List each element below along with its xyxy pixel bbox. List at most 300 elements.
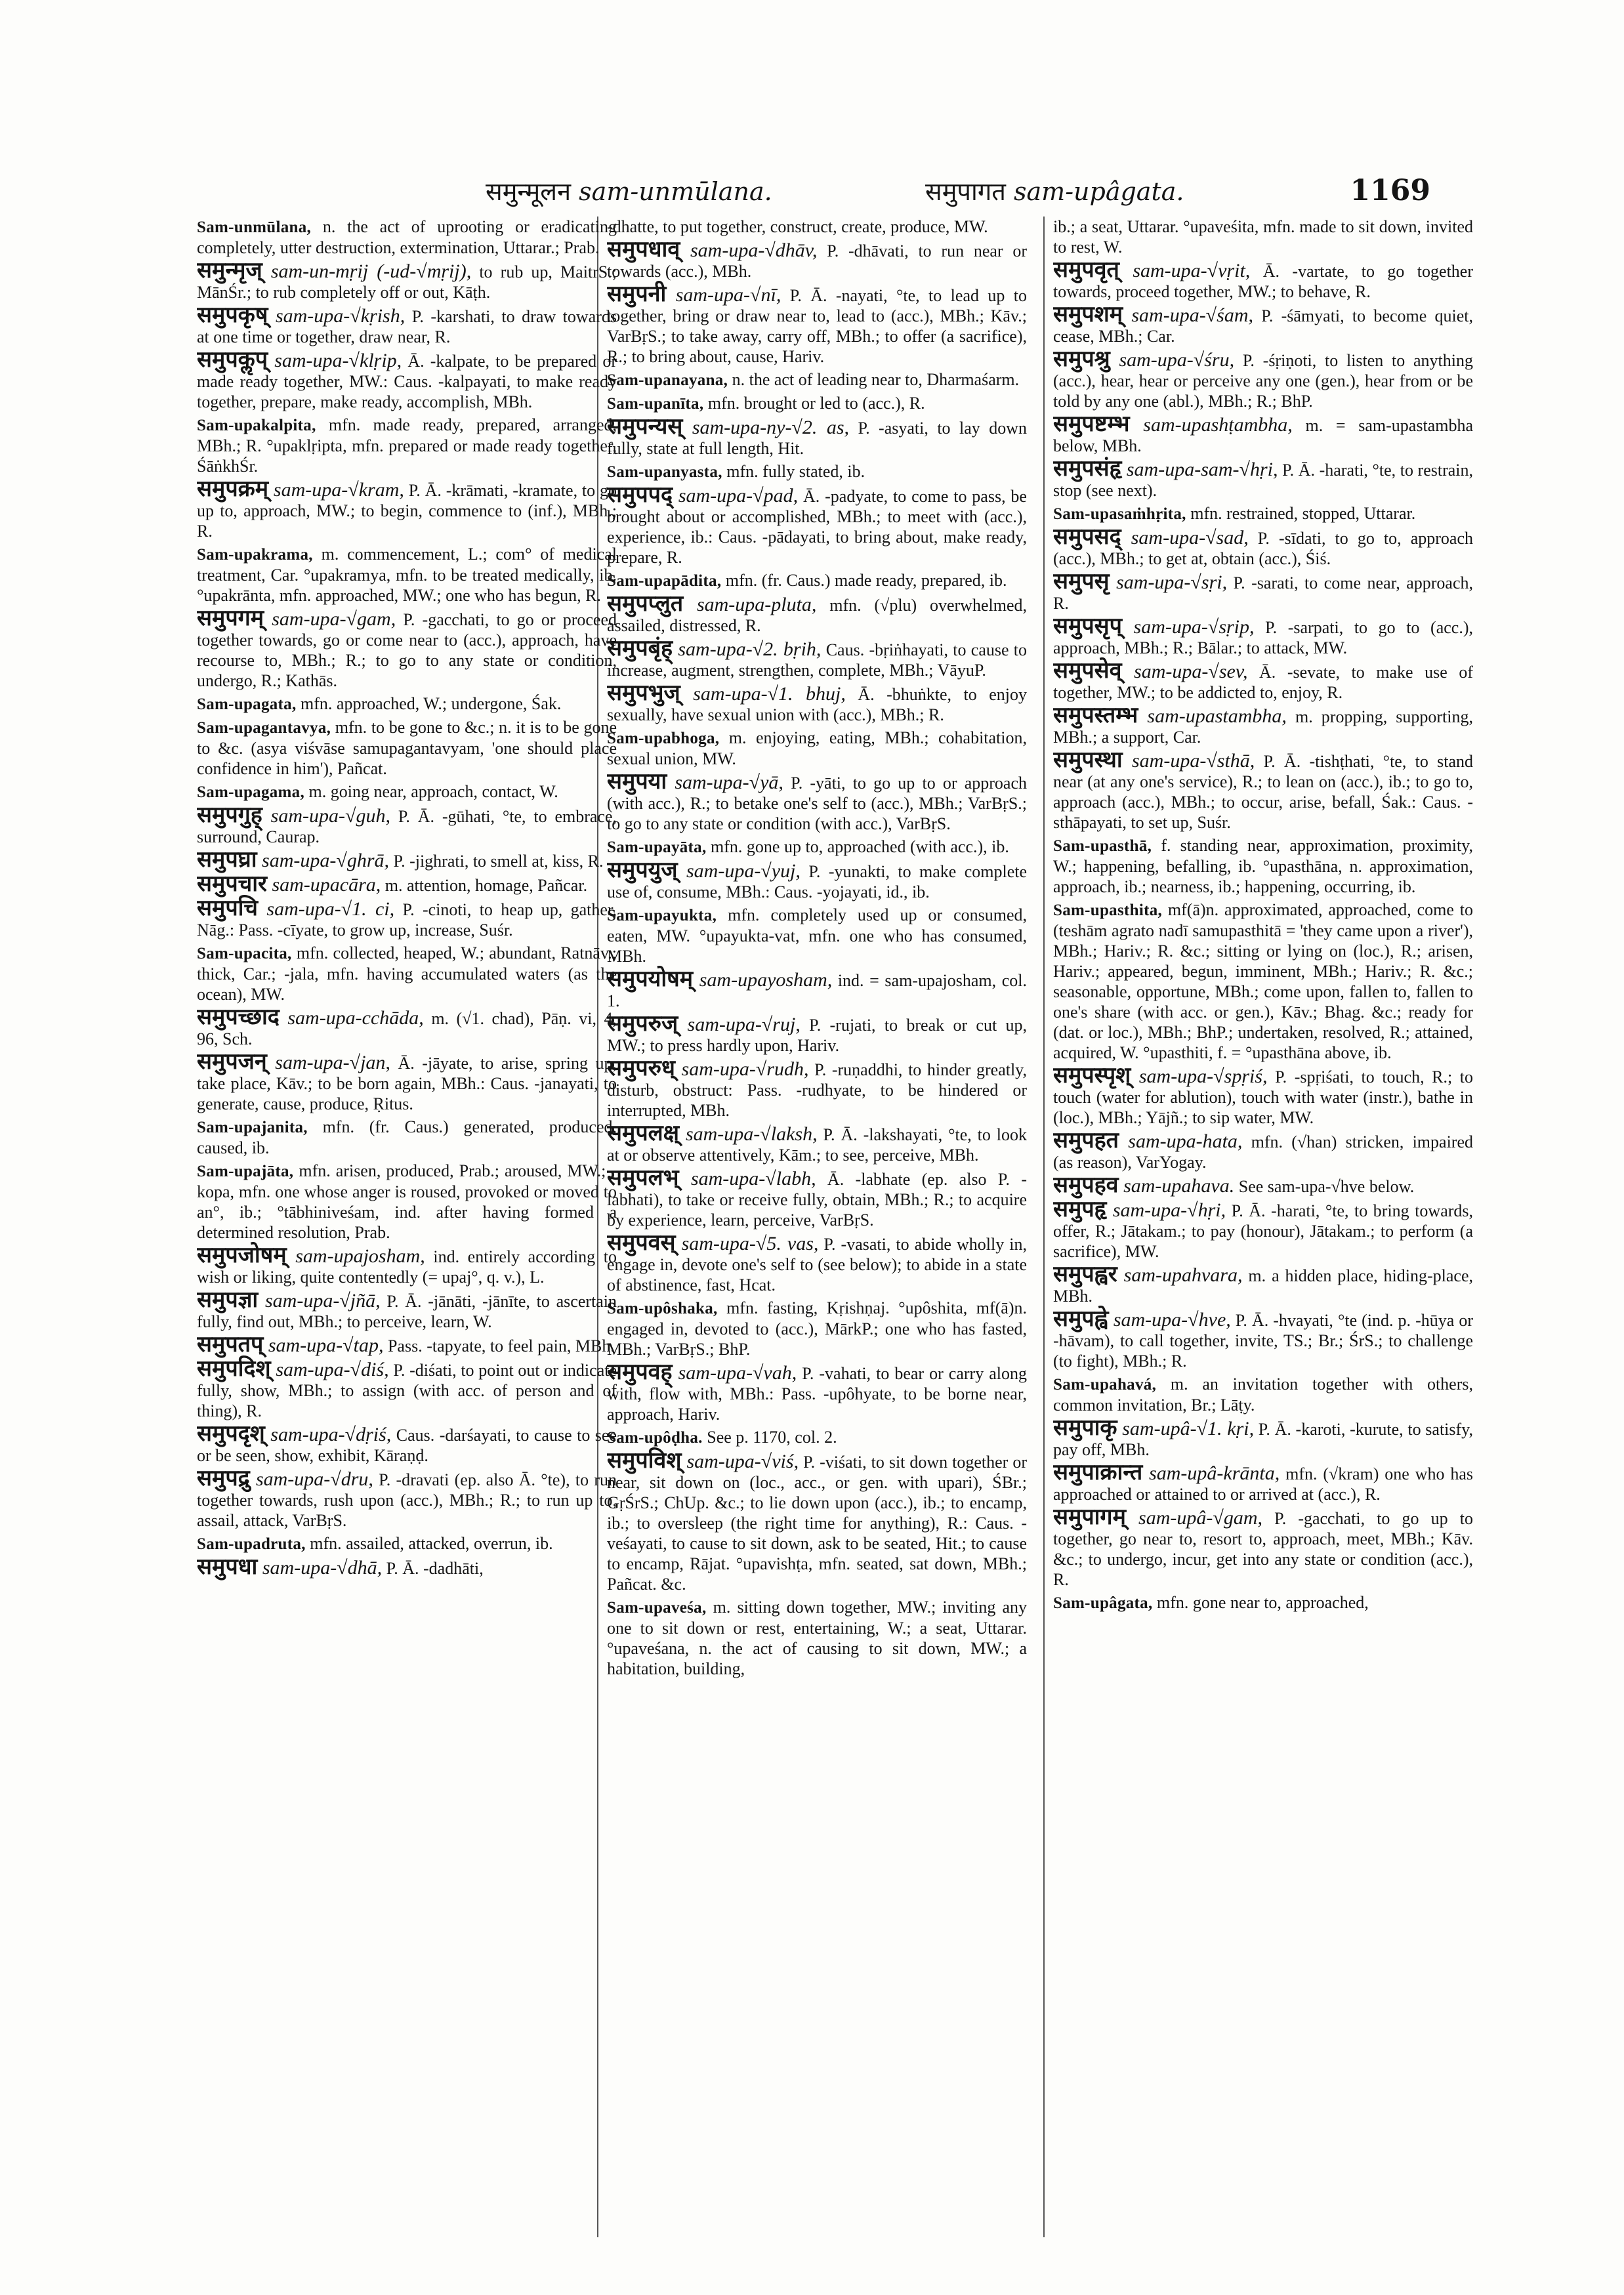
definition-text: P. -sarati, to come near, approach, R. bbox=[1053, 573, 1473, 613]
headword-translit: sam-upa-√śru, bbox=[1110, 349, 1235, 371]
headword-devanagari: समुपशम् bbox=[1053, 301, 1123, 327]
dictionary-entry bbox=[1053, 1592, 1473, 1613]
headword-devanagari: समुपतप् bbox=[197, 1331, 264, 1357]
headword-devanagari: समुपसृप् bbox=[1053, 613, 1122, 639]
definition-text: mfn. collected, heaped, W.; abundant, Ratnāv.; thick, Car.; -jala, mfn. having accumulated waters (as the ocean), MW. bbox=[197, 943, 617, 1004]
headword-devanagari: समुपाक्रान्त bbox=[1053, 1459, 1143, 1485]
definition-text: mfn. fully stated, ib. bbox=[722, 462, 865, 481]
dictionary-entry bbox=[607, 966, 1027, 1011]
dictionary-entry bbox=[1053, 411, 1473, 456]
headword-translit: sam-upâ-√1. kṛi, bbox=[1117, 1418, 1255, 1439]
headword-translit: sam-upa-√sṛi, bbox=[1109, 571, 1228, 593]
subentry-headword: Sam-upanīta, bbox=[607, 395, 704, 413]
dictionary-entry bbox=[607, 635, 1027, 680]
definition-text: P. -vahati, to bear or carry along with, flow with, MBh.: Pass. -upôhyate, to be borne near, approach, Hariv. bbox=[607, 1364, 1027, 1424]
dictionary-entry bbox=[197, 1117, 617, 1158]
headword-translit: sam-upahava. bbox=[1118, 1175, 1235, 1197]
headword-devanagari: समुपनी bbox=[607, 281, 667, 307]
definition-text: P. -yāti, to go up to or approach (with acc.), R.; to betake one's self to (acc.), MBh.; VarBṛS.; to go to any state or condition (with acc.), VarBṛS. bbox=[607, 774, 1027, 833]
definition-text: P. -śāmyati, to become quiet, cease, MBh.; Car. bbox=[1053, 306, 1473, 346]
headword-devanagari: समुपवस् bbox=[607, 1230, 676, 1256]
dictionary-entry bbox=[607, 680, 1027, 725]
definition-text: mfn. assailed, attacked, overrun, ib. bbox=[305, 1534, 553, 1553]
subentry-headword: Sam-upahavá, bbox=[1053, 1376, 1157, 1394]
dictionary-entry bbox=[1053, 1306, 1473, 1371]
definition-text: Ā. -sevate, to make use of together, MW.; to be addicted to, enjoy, R. bbox=[1053, 663, 1473, 702]
dictionary-entry bbox=[197, 605, 617, 691]
definition-text: mfn. brought or led to (acc.), R. bbox=[703, 394, 925, 413]
headword-devanagari: समुपस्पृश् bbox=[1053, 1062, 1131, 1088]
headword-devanagari: समुन्मृज् bbox=[197, 257, 262, 283]
subentry-headword: Sam-upanyasta, bbox=[607, 463, 722, 481]
headword-devanagari: समुपगम् bbox=[197, 605, 264, 631]
headword-devanagari: समुपकॢप् bbox=[197, 346, 268, 373]
definition-text: m. enjoying, eating, MBh.; cohabitation, sexual union, MW. bbox=[607, 728, 1027, 768]
column-3 bbox=[1053, 217, 1473, 2237]
dictionary-entry bbox=[607, 1010, 1027, 1056]
dictionary-entry bbox=[1053, 524, 1473, 569]
definition-text: mfn. gone near to, approached, bbox=[1152, 1593, 1369, 1612]
headword-devanagari: समुपह्वे bbox=[1053, 1306, 1108, 1332]
dictionary-entry bbox=[1053, 613, 1473, 658]
dictionary-entry bbox=[197, 257, 617, 302]
definition-text: m. propping, supporting, MBh.; a support, Car. bbox=[1053, 707, 1473, 747]
subentry-headword: Sam-upasaṁhṛita, bbox=[1053, 505, 1186, 523]
definition-text: P. -sīdati, to go to, approach (acc.), MBh.; to get at, obtain (acc.), Śiś. bbox=[1053, 529, 1473, 568]
headword-devanagari: समुपया bbox=[607, 768, 667, 795]
subentry-headword: Sam-upagama, bbox=[197, 783, 305, 801]
definition-text: Ā. -vartate, to go together towards, proceed together, MW.; to behave, R. bbox=[1053, 262, 1473, 301]
subentry-headword: Sam-upayāta, bbox=[607, 838, 707, 856]
headword-translit: sam-upa-√gam, bbox=[264, 608, 396, 630]
header-left-devanagari: समुन्मूलन bbox=[486, 177, 572, 206]
headword-translit: sam-upa-√hṛi, bbox=[1106, 1199, 1226, 1221]
dictionary-entry bbox=[607, 236, 1027, 281]
header-center bbox=[925, 174, 1184, 208]
definition-text: P. -rujati, to break or cut up, MW.; to press hardly upon, Hariv. bbox=[607, 1016, 1027, 1055]
headword-devanagari: समुपप्लुत bbox=[607, 590, 684, 617]
headword-translit: sam-upa-√nī, bbox=[666, 284, 781, 306]
headword-devanagari: समुपहत bbox=[1053, 1127, 1119, 1153]
headword-translit: sam-upa-√dṛiś, bbox=[264, 1424, 392, 1445]
dictionary-entry bbox=[1053, 455, 1473, 501]
definition-text: P. Ā. -jānāti, -jānīte, to ascertain fully, find out, MBh.; to perceive, learn, W. bbox=[197, 1292, 617, 1331]
headword-translit: sam-upâ-krānta, bbox=[1142, 1462, 1280, 1484]
header-center-devanagari: समुपागत bbox=[925, 177, 1006, 206]
dictionary-entry bbox=[607, 1055, 1027, 1121]
headword-devanagari: समुपह्वर bbox=[1053, 1261, 1117, 1287]
page-number: 1169 bbox=[1350, 174, 1430, 207]
subentry-headword: Sam-upapādita, bbox=[607, 572, 722, 590]
definition-text: See sam-upa-√hve below. bbox=[1234, 1177, 1415, 1196]
headword-translit: sam-upa-√guh, bbox=[262, 805, 390, 827]
dictionary-entry bbox=[1053, 702, 1473, 747]
dictionary-entry bbox=[197, 1004, 617, 1049]
dictionary-entry bbox=[197, 1161, 617, 1243]
dictionary-entry bbox=[1053, 1504, 1473, 1590]
definition-text: Pass. -tapyate, to feel pain, MBh. bbox=[383, 1336, 615, 1355]
dictionary-entry bbox=[1053, 1415, 1473, 1460]
dictionary-entry bbox=[197, 943, 617, 1004]
subentry-headword: Sam-upagata, bbox=[197, 695, 297, 713]
definition-text: m. a hidden place, hiding-place, MBh. bbox=[1053, 1266, 1473, 1306]
dictionary-entry bbox=[1053, 301, 1473, 346]
headword-translit: sam-upa-√klṛip, bbox=[268, 350, 402, 371]
headword-translit: sam-upa-pluta, bbox=[683, 594, 817, 615]
headword-translit: sam-upa-√ghrā, bbox=[257, 850, 389, 871]
definition-text: P. -gacchati, to go or proceed together towards, go or come near to (acc.), approach, have recourse to, MBh.; R.; to go to any state or condition, undergo, R.; Kathās. bbox=[197, 610, 617, 690]
definition-text: P. Ā. -karoti, -kurute, to satisfy, pay off, MBh. bbox=[1053, 1420, 1473, 1459]
definition-text: Caus. -darśayati, to cause to see or be seen, show, exhibit, Kāraṇḍ. bbox=[197, 1426, 617, 1465]
definition-text: mfn. completely used up or consumed, eaten, MW. °upayukta-vat, mfn. one who has consumed, MBh. bbox=[607, 905, 1027, 966]
headword-translit: sam-upa-hata, bbox=[1119, 1130, 1243, 1152]
definition-text: mfn. (√kram) one who has approached or attained to or arrived at (acc.), R. bbox=[1053, 1464, 1473, 1504]
definition-text: P. -gacchati, to go up to together, go near to, resort to, approach, meet, MBh.; Kāv. &c.; to undergo, incur, get into any state or condition (acc.), R. bbox=[1053, 1509, 1473, 1589]
headword-devanagari: समुपरुज् bbox=[607, 1010, 678, 1037]
dictionary-entry bbox=[1053, 1127, 1473, 1172]
definition-text: m. (√1. chad), Pāṇ. vi, 4, 96, Sch. bbox=[197, 1009, 617, 1048]
definition-text: mfn. fasting, Kṛishṇaj. °upôshita, mf(ā)n. engaged in, devoted to (acc.), MārkP.; one who has fasted, MBh.; VarBṛS.; BhP. bbox=[607, 1298, 1027, 1359]
dictionary-entry bbox=[1053, 346, 1473, 411]
dictionary-entry bbox=[197, 781, 617, 802]
headword-translit: sam-un-mṛij (-ud-√mṛij), bbox=[262, 260, 472, 282]
headword-translit: sam-upa-√1. ci, bbox=[258, 898, 395, 920]
dictionary-entry bbox=[197, 415, 617, 476]
subentry-headword: Sam-upôḍha. bbox=[607, 1429, 703, 1447]
definition-text: mfn. (√plu) overwhelmed, assailed, distressed, R. bbox=[607, 596, 1027, 635]
headword-devanagari: समुपन्यस् bbox=[607, 413, 683, 440]
headword-devanagari: समुपसद् bbox=[1053, 524, 1121, 550]
headword-devanagari: समुपदिश् bbox=[197, 1355, 271, 1382]
definition-text: P. -diśati, to point out or indicate fully, show, MBh.; to assign (with acc. of person and of thing), R. bbox=[197, 1361, 617, 1420]
definition-text: m. an invitation together with others, common invitation, Br.; Lāṭy. bbox=[1053, 1375, 1473, 1415]
header-left bbox=[486, 174, 772, 208]
headword-translit: sam-upâ-√gam, bbox=[1125, 1507, 1262, 1529]
column-2 bbox=[607, 217, 1027, 2237]
dictionary-entry bbox=[197, 1533, 617, 1554]
definition-text: P. Ā. -harati, °te, to restrain, stop (see next). bbox=[1053, 461, 1473, 500]
headword-devanagari: समुपलक्ष् bbox=[607, 1120, 680, 1146]
dictionary-entry bbox=[607, 1359, 1027, 1424]
definition-text: mfn. (√han) stricken, impaired (as reason), VarYogay. bbox=[1053, 1132, 1473, 1172]
headword-translit: sam-upastambha, bbox=[1138, 705, 1287, 727]
dictionary-entry bbox=[607, 728, 1027, 769]
definition-text: P. -vasati, to abide wholly in, engage in, devote one's self to (see below); to abide in a state of abstinence, fast, Hcat. bbox=[607, 1235, 1027, 1294]
definition-text: P. -yunakti, to make complete use of, consume, MBh.: Caus. -yojayati, id., ib. bbox=[607, 862, 1027, 901]
headword-translit: sam-upa-√yuj, bbox=[677, 860, 801, 882]
definition-text: P. -dravati (ep. also Ā. °te), to run together towards, rush upon (acc.), MBh.; R.; to run up to, assail, attack, VarBṛS. bbox=[197, 1470, 617, 1530]
headword-translit: sam-upa-√dru, bbox=[249, 1468, 373, 1490]
dictionary-entry bbox=[607, 281, 1027, 367]
dictionary-entry bbox=[197, 895, 617, 940]
dictionary-entry bbox=[197, 1242, 617, 1287]
headword-translit: sam-upacāra, bbox=[266, 874, 381, 896]
definition-text: Ā. -bhuṅkte, to enjoy sexually, have sexual union with (acc.), MBh.; R. bbox=[607, 685, 1027, 724]
dictionary-entry bbox=[197, 802, 617, 847]
column-1 bbox=[197, 217, 617, 2237]
definition-text: P. -cinoti, to heap up, gather, Nāg.: Pass. -cīyate, to grow up, increase, Suśr. bbox=[197, 900, 617, 940]
headword-translit: sam-upa-√pad, bbox=[673, 485, 799, 507]
headword-translit: sam-upa-√laksh, bbox=[679, 1123, 818, 1145]
definition-text: P. Ā. -lakshayati, °te, to look at or observe attentively, Kām.; to see, perceive, MBh. bbox=[607, 1125, 1027, 1165]
headword-translit: sam-upa-√diś, bbox=[270, 1359, 389, 1380]
dictionary-entry bbox=[607, 369, 1027, 390]
headword-devanagari: समुपदृश् bbox=[197, 1420, 265, 1447]
definition-text: m. = sam-upastambha below, MBh. bbox=[1053, 416, 1473, 455]
dictionary-entry bbox=[197, 302, 617, 347]
definition-text: P. -jighrati, to smell at, kiss, R. bbox=[389, 852, 604, 871]
headword-devanagari: समुपचार bbox=[197, 871, 267, 897]
running-header bbox=[197, 174, 1430, 213]
subentry-headword: Sam-upaveśa, bbox=[607, 1599, 707, 1617]
dictionary-entry bbox=[1053, 257, 1473, 302]
headword-translit: sam-upa-√rudh, bbox=[675, 1058, 809, 1080]
dictionary-entry bbox=[197, 1554, 617, 1580]
subentry-headword: Sam-upacita, bbox=[197, 945, 292, 962]
dictionary-entry bbox=[607, 905, 1027, 966]
definition-text: mfn. (fr. Caus.) made ready, prepared, ib. bbox=[721, 571, 1007, 590]
dictionary-entry bbox=[1053, 503, 1473, 524]
headword-devanagari: समुपजन् bbox=[197, 1048, 267, 1075]
header-left-translit: sam-unmūlana. bbox=[579, 177, 772, 206]
definition-text: mfn. made ready, prepared, arranged, MBh.; R. °upaklṛipta, mfn. prepared or made ready together, ŚāṅkhŚr. bbox=[197, 415, 617, 476]
dictionary-entry bbox=[607, 570, 1027, 591]
headword-devanagari: समुपस्था bbox=[1053, 747, 1123, 773]
subentry-headword: Sam-upabhoga, bbox=[607, 730, 720, 747]
headword-translit: sam-upa-√viś, bbox=[681, 1451, 799, 1472]
headword-devanagari: समुपच्छाद bbox=[197, 1004, 280, 1030]
headword-translit: sam-upa-√dhāv, bbox=[680, 239, 818, 261]
dictionary-entry bbox=[197, 217, 617, 258]
dictionary-entry bbox=[197, 1331, 617, 1357]
headword-translit: sam-upa-√yā, bbox=[667, 772, 783, 793]
headword-devanagari: समुपभुज् bbox=[607, 680, 680, 706]
dictionary-entry bbox=[197, 1048, 617, 1114]
dictionary-entry bbox=[197, 1287, 617, 1332]
dictionary-entry bbox=[197, 1420, 617, 1466]
subentry-headword: Sam-unmūlana, bbox=[197, 218, 312, 236]
headword-translit: sam-upa-√kṛish, bbox=[268, 305, 406, 327]
subentry-headword: Sam-upagantavya, bbox=[197, 719, 331, 737]
dictionary-entry bbox=[607, 1165, 1027, 1230]
definition-text: P. Ā. -tishṭhati, °te, to stand near (at any one's service), R.; to lean on (acc.), ib.; to go to, approach (acc.), MBh.; to occur, arise, befall, Śak.: Caus. -sthāpayati, to set up, Suśr. bbox=[1053, 752, 1473, 832]
definition-text: -dhatte, to put together, construct, create, produce, MW. bbox=[607, 217, 988, 236]
headword-devanagari: समुपश्रु bbox=[1053, 346, 1110, 372]
headword-translit: sam-upa-√vṛit, bbox=[1119, 260, 1251, 281]
definition-text: P. -ruṇaddhi, to hinder greatly, disturb, obstruct: Pass. -rudhyate, to be hindered or interrupted, MBh. bbox=[607, 1060, 1027, 1120]
definition-text: P. -dhāvati, to run near or towards (acc.), MBh. bbox=[607, 241, 1027, 281]
definition-text: Ā. -padyate, to come to pass, be brought about or accomplished, MBh.; to meet with (acc.), experience, ib.: Caus. -pādayati, to bring about, make ready, prepare, R. bbox=[607, 487, 1027, 567]
subentry-headword: Sam-upajāta, bbox=[197, 1163, 294, 1180]
definition-text: mfn. (fr. Caus.) generated, produced, caused, ib. bbox=[197, 1117, 617, 1157]
headword-devanagari: समुपजोषम् bbox=[197, 1242, 287, 1268]
definition-text: P. -śṛiṇoti, to listen to anything (acc.), hear, hear or perceive any one (gen.), hear from or be told by any one (abl.), MBh.; R.; BhP. bbox=[1053, 351, 1473, 411]
headword-translit: sam-upahvara, bbox=[1117, 1264, 1243, 1286]
dictionary-entry bbox=[607, 217, 1027, 237]
definition-text: n. the act of uprooting or eradicating completely, utter destruction, extermination, Uttarar.; Prab. bbox=[197, 217, 617, 257]
definition-text: mfn. approached, W.; undergone, Śak. bbox=[296, 694, 562, 713]
headword-devanagari: समुपष्टम्भ bbox=[1053, 411, 1130, 437]
dictionary-entry bbox=[607, 1597, 1027, 1679]
subentry-headword: Sam-upasthā, bbox=[1053, 837, 1152, 855]
headword-devanagari: समुपगुह् bbox=[197, 802, 262, 828]
dictionary-entry bbox=[1053, 217, 1473, 257]
subentry-headword: Sam-upakalpita, bbox=[197, 417, 316, 434]
headword-translit: sam-upa-ny-√2. as, bbox=[682, 417, 850, 438]
headword-devanagari: समुपागम् bbox=[1053, 1504, 1126, 1530]
headword-devanagari: समुपरुध् bbox=[607, 1055, 675, 1081]
dictionary-entry bbox=[607, 413, 1027, 459]
headword-translit: sam-upa-√śam, bbox=[1123, 304, 1253, 326]
headword-devanagari: समुपसृ bbox=[1053, 568, 1110, 594]
dictionary-entry bbox=[1053, 1261, 1473, 1306]
subentry-headword: Sam-upadruta, bbox=[197, 1535, 306, 1553]
subentry-headword: Sam-upayukta, bbox=[607, 907, 717, 924]
dictionary-entry bbox=[197, 1355, 617, 1421]
definition-text: m. sitting down together, MW.; inviting any one to sit down or rest, entertaining, W.; a seat, Uttarar. °upaveśana, n. the act of causing to sit down, MW.; a habitation, building, bbox=[607, 1598, 1027, 1678]
headword-devanagari: समुपयोषम् bbox=[607, 966, 694, 992]
headword-devanagari: समुपसेव् bbox=[1053, 657, 1122, 684]
headword-translit: sam-upa-√ruj, bbox=[678, 1014, 801, 1035]
headword-translit: sam-upashṭambha, bbox=[1129, 414, 1293, 436]
definition-text: P. -viśati, to sit down together or near, sit down on (loc., acc., or gen. with upari), ŚBr.; GṛŚrS.; ChUp. &c.; to lie down upon (acc.), ib.; to encamp, ib.; to oversleep (the right time for anything), R.: Caus. -veśayati, to cause to sit down, ask to be seated, Hit.; to cause to encamp, Rājat. °upavishṭa, mfn. seated, sat down, MBh.; Pañcat. &c. bbox=[607, 1453, 1027, 1594]
definition-text: Caus. -bṛiṅhayati, to cause to increase, augment, strengthen, complete, MBh.; VāyuP. bbox=[607, 640, 1027, 680]
definition-text: P. Ā. -harati, °te, to bring towards, offer, R.; Jātakam.; to pay (honour), Jātakam.; to perform (a sacrifice), MW. bbox=[1053, 1201, 1473, 1261]
headword-devanagari: समुपधाव् bbox=[607, 236, 680, 262]
headword-devanagari: समुपक्रम् bbox=[197, 476, 269, 502]
headword-translit: sam-upa-√jñā, bbox=[258, 1290, 381, 1312]
subentry-headword: Sam-upajanita, bbox=[197, 1119, 308, 1136]
dictionary-entry bbox=[607, 1230, 1027, 1295]
headword-translit: sam-upa-√sev, bbox=[1121, 661, 1248, 682]
headword-translit: sam-upa-√vah, bbox=[672, 1362, 797, 1384]
headword-devanagari: समुपघ्रा bbox=[197, 846, 257, 873]
dictionary-entry bbox=[607, 837, 1027, 858]
dictionary-entry bbox=[1053, 835, 1473, 897]
headword-devanagari: समुपकृष् bbox=[197, 302, 268, 328]
headword-translit: sam-upa-√hve, bbox=[1108, 1309, 1231, 1331]
headword-translit: sam-upa-√spṛiś, bbox=[1131, 1065, 1268, 1087]
headword-devanagari: समुपस्तम्भ bbox=[1053, 702, 1138, 728]
headword-devanagari: समुपबृंह् bbox=[607, 635, 673, 661]
definition-text: m. going near, approach, contact, W. bbox=[304, 782, 558, 801]
dictionary-entry bbox=[1053, 1172, 1473, 1198]
dictionary-entry bbox=[197, 717, 617, 779]
subentry-headword: Sam-upakrama, bbox=[197, 546, 313, 564]
headword-devanagari: समुपधा bbox=[197, 1554, 258, 1580]
definition-text: P. Ā. -nayati, °te, to lead up to together, bring or draw near to, lead to (acc.), MBh.; Kāv.; VarBṛS.; to take away, carry off, MBh.; to offer (a sacrifice), R.; to bring about, cause, Hariv. bbox=[607, 286, 1027, 366]
dictionary-entry bbox=[607, 1447, 1027, 1594]
definition-text: Ā. -labhate (ep. also P. -labhati), to take or receive fully, obtain, MBh.; R.; to acquire by experience, learn, perceive, VarBṛS. bbox=[607, 1170, 1027, 1230]
definition-text: P. -karshati, to draw towards at one time or together, draw near, R. bbox=[197, 307, 617, 346]
headword-devanagari: समुपविश् bbox=[607, 1447, 682, 1474]
definition-text: P. Ā. -krāmati, -kramate, to go up to, approach, MW.; to begin, commence to (inf.), MBh.; R. bbox=[197, 481, 617, 541]
definition-text: mfn. gone up to, approached (with acc.), ib. bbox=[706, 837, 1009, 856]
dictionary-entry bbox=[1053, 657, 1473, 703]
definition-text: P. -sarpati, to go to (acc.), approach, MBh.; R.; Bālar.; to attack, MW. bbox=[1053, 618, 1473, 657]
subentry-headword: Sam-upanayana, bbox=[607, 371, 728, 389]
definition-text: P. Ā. -dadhāti, bbox=[382, 1559, 484, 1578]
header-center-translit: sam-upâgata. bbox=[1014, 177, 1184, 206]
dictionary-entry bbox=[197, 693, 617, 714]
headword-translit: sam-upa-√dhā, bbox=[257, 1557, 383, 1579]
headword-devanagari: समुपहृ bbox=[1053, 1196, 1107, 1222]
column-rule bbox=[1043, 217, 1045, 2237]
headword-translit: sam-upayosham, bbox=[693, 969, 833, 991]
definition-text: ind. entirely according to wish or liking, quite contentedly (= upaj°, q. v.), L. bbox=[197, 1247, 617, 1287]
dictionary-entry bbox=[197, 476, 617, 541]
dictionary-entry bbox=[607, 1298, 1027, 1359]
definition-text: P. -spṛiśati, to touch, R.; to touch (water for ablution), touch with water (instr.), bathe in (loc.), MBh.; Yājñ.; to sip water, MW. bbox=[1053, 1067, 1473, 1127]
definition-text: ind. = sam-upajosham, col. 1. bbox=[607, 971, 1027, 1010]
headword-devanagari: समुपपद् bbox=[607, 482, 673, 508]
definition-text: Ā. -kalpate, to be prepared or made ready together, MW.: Caus. -kalpayati, to make ready together, prepare, make ready, accomplish, MBh. bbox=[197, 352, 617, 411]
definition-text: See p. 1170, col. 2. bbox=[702, 1428, 837, 1447]
definition-text: ib.; a seat, Uttarar. °upaveśita, mfn. made to sit down, invited to rest, W. bbox=[1053, 217, 1473, 257]
definition-text: mf(ā)n. approximated, approached, come to (teshām agrato nadī samupasthitā = 'they came upon a river'), MBh.; Hariv.; R. &c.; sitting or lying on (loc.), R.; arisen, Hariv.; appeared, begun, imminent, MBh.; Hariv.; R. &c.; seasonable, opportune, MBh.; come upon, fallen to, fallen to one's share (with acc. or gen.), Kāv.; Bhag. &c.; ready for (dat. or loc.), MBh.; BhP.; undertaken, resolved, R.; attained, acquired, W. °upasthiti, f. = °upasthāna above, ib. bbox=[1053, 900, 1473, 1062]
dictionary-entry bbox=[607, 461, 1027, 482]
dictionary-entry bbox=[607, 590, 1027, 636]
headword-translit: sam-upa-√labh, bbox=[678, 1168, 816, 1189]
headword-devanagari: समुपद्रु bbox=[197, 1465, 250, 1491]
headword-devanagari: समुपवृत् bbox=[1053, 257, 1119, 283]
dictionary-entry bbox=[197, 544, 617, 606]
definition-text: P. Ā. -hvayati, °te (ind. p. -hūya or -hāvam), to call together, invite, TS.; Br.; ŚrS.; to challenge (to fight), MBh.; R. bbox=[1053, 1311, 1473, 1371]
headword-translit: sam-upa-√1. bhuj, bbox=[680, 683, 846, 705]
definition-text: mfn. restrained, stopped, Uttarar. bbox=[1186, 504, 1416, 523]
definition-text: mfn. to be gone to &c.; n. it is to be gone to &c. (asya viśvāse samupagantavyam, 'one should place confidence in him'), Pañcat. bbox=[197, 718, 617, 778]
headword-translit: sam-upa-√sṛip, bbox=[1121, 616, 1255, 638]
headword-translit: sam-upa-√5. vas, bbox=[675, 1233, 819, 1254]
headword-devanagari: समुपवह् bbox=[607, 1359, 673, 1385]
dictionary-entry bbox=[607, 1427, 1027, 1448]
headword-devanagari: समुपज्ञा bbox=[197, 1287, 259, 1313]
definition-text: f. standing near, approximation, proximity, W.; happening, befalling, ib. °upasthāna, n. approximation, approach, ib.; nearness, ib.; happening, occurring, ib. bbox=[1053, 836, 1473, 896]
definition-text: to rub up, MaitrS.; MānŚr.; to rub completely off or out, Kāṭh. bbox=[197, 262, 617, 302]
dictionary-entry bbox=[607, 1120, 1027, 1165]
headword-translit: sam-upa-sam-√hṛi, bbox=[1121, 459, 1278, 480]
headword-devanagari: समुपलभ् bbox=[607, 1165, 679, 1191]
dictionary-entry bbox=[197, 846, 617, 873]
headword-translit: sam-upa-√2. bṛih, bbox=[673, 638, 822, 660]
subentry-headword: Sam-upôshaka, bbox=[607, 1300, 718, 1317]
headword-devanagari: समुपचि bbox=[197, 895, 259, 921]
definition-text: Ā. -jāyate, to arise, spring up, take place, Kāv.; to be born again, MBh.: Caus. -janayati, to generate, cause, produce, Ṛitus. bbox=[197, 1054, 617, 1113]
dictionary-entry bbox=[1053, 1374, 1473, 1415]
dictionary-entry bbox=[1053, 899, 1473, 1063]
dictionary-entry bbox=[1053, 1459, 1473, 1504]
headword-translit: sam-upa-√sthā, bbox=[1122, 750, 1255, 772]
dictionary-entry bbox=[607, 482, 1027, 568]
dictionary-entry bbox=[1053, 1062, 1473, 1128]
definition-text: P. -asyati, to lay down fully, state at full length, Hit. bbox=[607, 419, 1027, 458]
headword-devanagari: समुपाकृ bbox=[1053, 1415, 1117, 1441]
definition-text: P. Ā. -gūhati, °te, to embrace, surround, Caurap. bbox=[197, 807, 617, 846]
headword-devanagari: समुपसंहृ bbox=[1053, 455, 1122, 482]
dictionary-entry bbox=[1053, 1196, 1473, 1262]
subentry-headword: Sam-upasthita, bbox=[1053, 901, 1163, 919]
headword-devanagari: समुपयुज् bbox=[607, 857, 678, 883]
headword-translit: sam-upa-√jan, bbox=[266, 1052, 390, 1073]
headword-translit: sam-upa-√sad, bbox=[1121, 527, 1249, 548]
definition-text: m. commencement, L.; com° of medical treatment, Car. °upakramya, mfn. to be treated medically, ib. °upakrānta, mfn. approached, MW.; one who has begun, R. bbox=[197, 545, 617, 605]
definition-text: n. the act of leading near to, Dharmaśarm. bbox=[728, 370, 1020, 389]
dictionary-entry bbox=[197, 346, 617, 412]
dictionary-entry bbox=[197, 1465, 617, 1531]
headword-translit: sam-upa-√kram, bbox=[268, 479, 404, 501]
dictionary-entry bbox=[607, 768, 1027, 834]
dictionary-entry bbox=[1053, 568, 1473, 613]
